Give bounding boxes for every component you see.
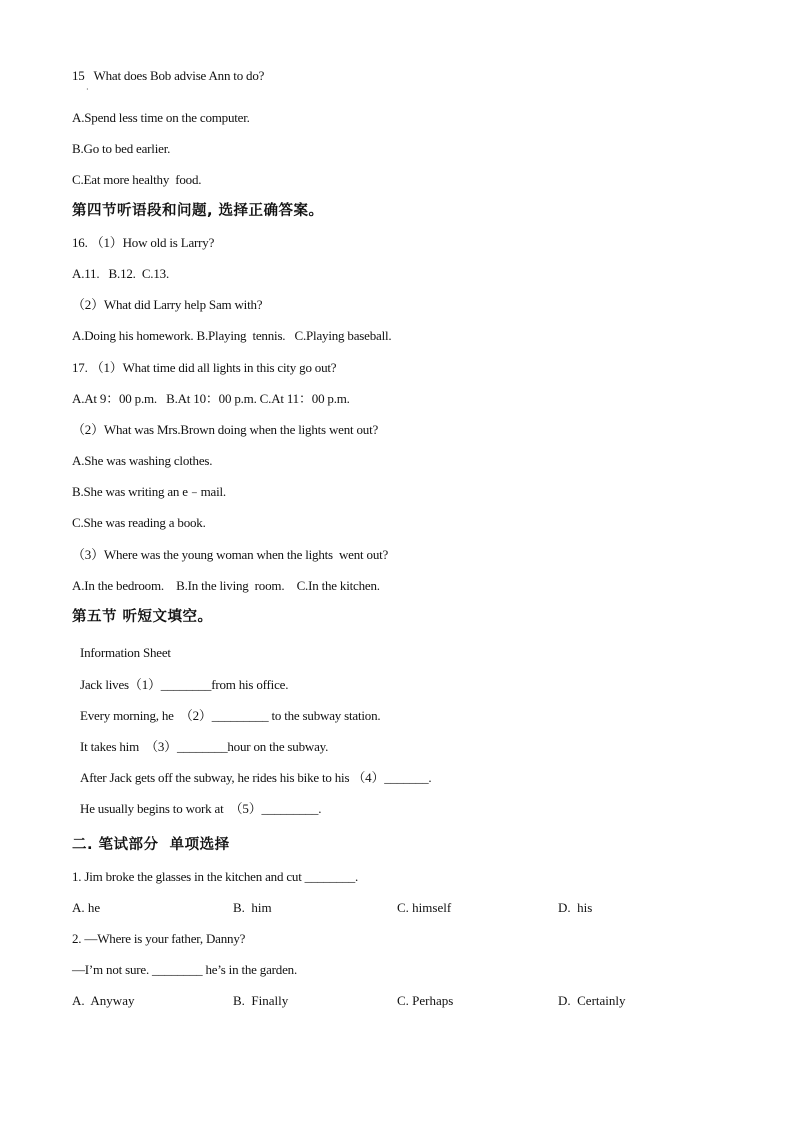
information-sheet-title: Information Sheet (80, 645, 171, 660)
q17-2-option-b: B.She was writing an e﹣mail. (72, 484, 226, 499)
fill-line-1: Jack lives（1）________from his office. (80, 677, 289, 692)
q17-2-option-c: C.She was reading a book. (72, 515, 206, 530)
q15-option-b: B.Go to bed earlier. (72, 141, 171, 156)
mc2-option-a: A. Anyway (72, 993, 135, 1008)
fill-line-4: After Jack gets off the subway, he rides his bike to his （4）_______. (80, 770, 432, 785)
q17-2-option-a: A.She was washing clothes. (72, 453, 213, 468)
q15-option-a: A.Spend less time on the computer. (72, 110, 250, 125)
mc1-option-b: B. him (233, 900, 272, 915)
q16-2-options: A.Doing his homework. B.Playing tennis. C.Playing baseball. (72, 328, 392, 343)
mc2-option-b: B. Finally (233, 993, 289, 1008)
question-17-1: 17. （1）What time did all lights in this city go out? (72, 360, 337, 375)
section-5-heading: 第五节 听短文填空。 (72, 609, 213, 625)
q17-3-options: A.In the bedroom. B.In the living room. C.In the kitchen. (72, 578, 380, 593)
question-16-2: （2）What did Larry help Sam with? (72, 297, 263, 312)
fill-line-2: Every morning, he （2）_________ to the subway station. (80, 708, 381, 723)
mc2-option-c: C. Perhaps (397, 993, 454, 1008)
q16-1-options: A.11. B.12. C.13. (72, 266, 169, 281)
question-17-3: （3）Where was the young woman when the lights went out? (72, 547, 389, 562)
question-15: 15 What does Bob advise Ann to do? (72, 68, 265, 83)
q17-1-options: A.At 9：00 p.m. B.At 10：00 p.m. C.At 11：00 p.m. (72, 391, 350, 406)
q15-option-c: C.Eat more healthy food. (72, 172, 202, 187)
mc1-option-a: A. he (72, 900, 101, 915)
mc-question-2: 2. —Where is your father, Danny? (72, 931, 246, 946)
fill-line-5: He usually begins to work at （5）_________. (80, 801, 322, 816)
stray-mark: · (86, 85, 89, 94)
fill-line-3: It takes him （3）________hour on the subway. (80, 739, 329, 754)
question-17-2: （2）What was Mrs.Brown doing when the lights went out? (72, 422, 379, 437)
mc1-option-d: D. his (558, 900, 593, 915)
mc-question-1: 1. Jim broke the glasses in the kitchen and cut ________. (72, 869, 359, 884)
part-2-heading: 二. 笔试部分 单项选择 (72, 837, 230, 853)
mc-question-2-reply: —I’m not sure. ________ he’s in the garden. (72, 962, 297, 977)
mc1-option-c: C. himself (397, 900, 452, 915)
mc2-option-d: D. Certainly (558, 993, 626, 1008)
section-4-heading: 第四节听语段和问题, 选择正确答案。 (72, 203, 324, 219)
question-16-1: 16. （1）How old is Larry? (72, 235, 215, 250)
